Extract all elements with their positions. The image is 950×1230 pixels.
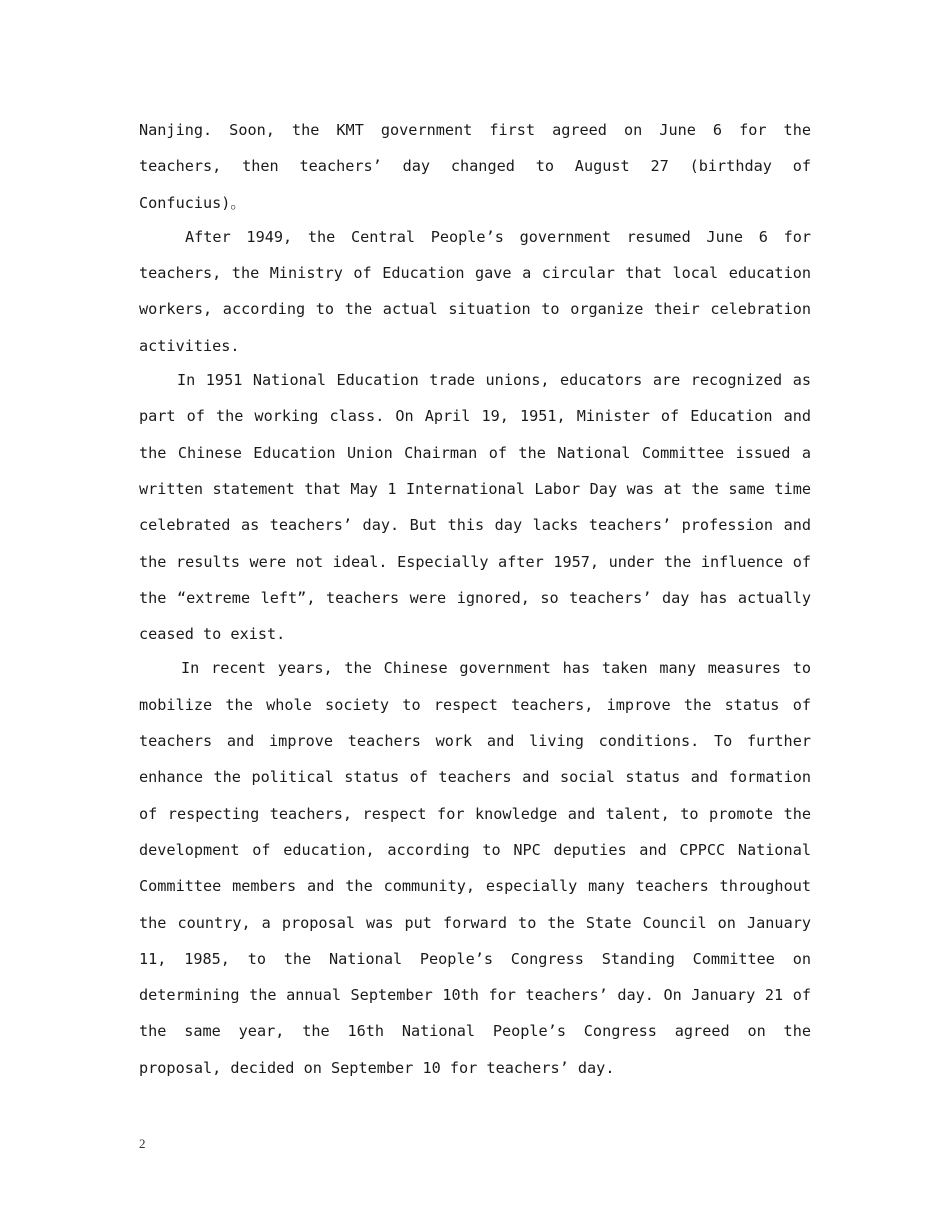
- paragraph-nanjing: Nanjing. Soon, the KMT government first agreed on June 6 for the teachers, then teachers’ day changed to August 27 (birthday of Confucius)。: [139, 121, 811, 212]
- page-number: 2: [139, 1136, 146, 1151]
- paragraph-recent-years: In recent years, the Chinese government has taken many measures to mobilize the whole society to respect teachers, improve the status of teachers and improve teachers work and living conditions. To further enhance the political status of teachers and social status and formation of respecting teachers, respect for knowledge and talent, to promote the development of education, according to NPC deputies and CPPCC National Committee members and the community, especially many teachers throughout the country, a proposal was put forward to the State Council on January 11, 1985, to the National People’s Congress Standing Committee on determining the annual September 10th for teachers’ day. On January 21 of the same year, the 16th National People’s Congress agreed on the proposal, decided on September 10 for teachers’ day.: [139, 659, 811, 1077]
- body-text: [139, 112, 811, 1084]
- paragraph-after-1949: After 1949, the Central People’s government resumed June 6 for teachers, the Ministry of Education gave a circular that local education workers, according to the actual situation to organize their celebration activities.: [139, 227, 811, 355]
- paragraph-1951: In 1951 National Education trade unions, educators are recognized as part of the working class. On April 19, 1951, Minister of Education and the Chinese Education Union Chairman of the National Committee issued a written statement that May 1 International Labor Day was at the same time celebrated as teachers’ day. But this day lacks teachers’ profession and the results were not ideal. Especially after 1957, under the influence of the “extreme left”, teachers were ignored, so teachers’ day has actually ceased to exist.: [139, 371, 811, 644]
